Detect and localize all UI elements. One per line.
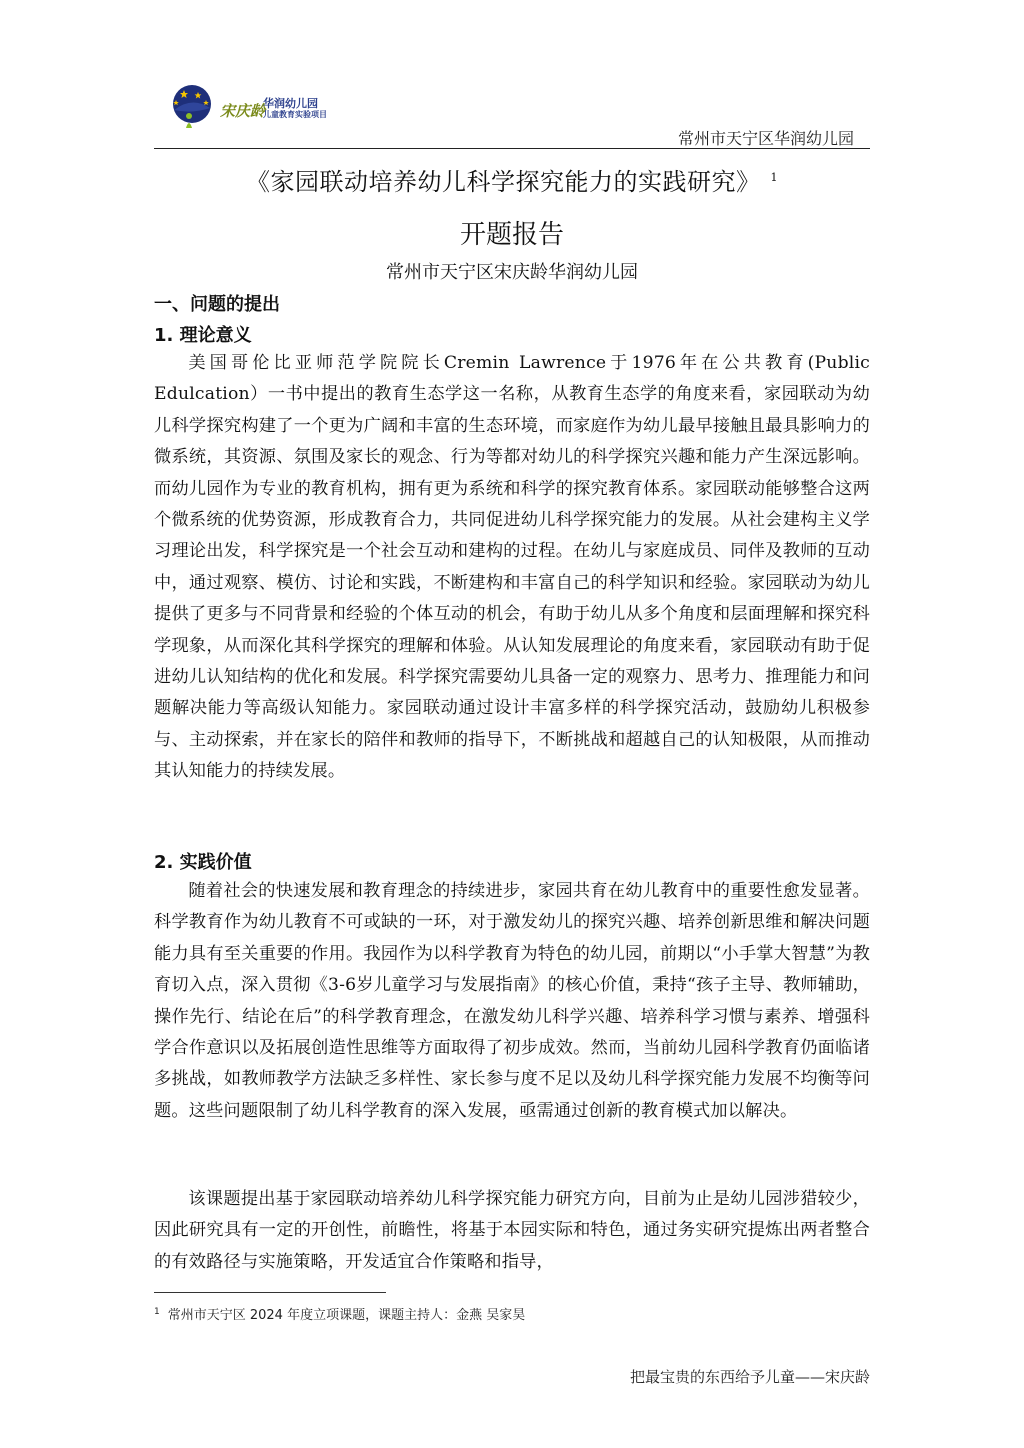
- paragraph-practice: 随着社会的快速发展和教育理念的持续进步，家园共育在幼儿教育中的重要性愈发显著。科学教育作为幼儿教育不可或缺的一环，对于激发幼儿的探究兴趣、培养创新思维和解决问题能力具有至关重要的作用。我园作为以科学教育为特色的幼儿园，前期以“小手掌大智慧”为教育切入点，深入贯彻《3-6岁儿童学习与发展指南》的核心价值，秉持“孩子主导、教师辅助，操作先行、结论在后”的科学教育理念，在激发幼儿科学兴趣、培养科学习惯与素养、增强科学合作意识以及拓展创造性思维等方面取得了初步成效。然而，当前幼儿园科学教育仍面临诸多挑战，如教师教学方法缺乏多样性、家长参与度不足以及幼儿科学探究能力发展不均衡等问题。这些问题限制了幼儿科学教育的深入发展，亟需通过创新的教育模式加以解决。: [154, 881, 870, 1121]
- document-title: [0, 162, 1024, 197]
- header-school-name: 常州市天宁区华润幼儿园: [677, 129, 854, 148]
- subsection-heading-practice: 2. 实践价值: [154, 852, 252, 873]
- footnote: [154, 1304, 525, 1323]
- section-heading: 一、问题的提出: [154, 294, 280, 315]
- title-text: 《家园联动培养幼儿科学探究能力的实践研究》: [246, 168, 761, 196]
- footer-motto: 把最宝贵的东西给予儿童——宋庆龄: [629, 1368, 870, 1386]
- header-divider: [154, 148, 870, 149]
- logo-subtitle: [263, 98, 327, 120]
- logo-sub-line1: 华润幼儿园: [263, 97, 318, 110]
- title-footnote-mark: 1: [770, 171, 778, 184]
- logo-sub-line2: 儿童教育实验项目: [263, 109, 327, 119]
- footnote-divider: [154, 1292, 386, 1293]
- footnote-text: 常州市天宁区 2024 年度立项课题，课题主持人：金燕 吴家昊: [167, 1308, 526, 1323]
- logo-text: 宋庆龄: [220, 102, 266, 120]
- paragraph-theory: 美国哥伦比亚师范学院院长Cremin Lawrence于1976年在公共教育(Public Edulcation）一书中提出的教育生态学这一名称，从教育生态学的角度来看，家园联动为幼儿科学探究构建了一个更为广阔和丰富的生态环境，而家庭作为幼儿最早接触且最具影响力的微系统，其资源、氛围及家长的观念、行为等都对幼儿的科学探究兴趣和能力产生深远影响。而幼儿园作为专业的教育机构，拥有更为系统和科学的探究教育体系。家园联动能够整合这两个微系统的优势资源，形成教育合力，共同促进幼儿科学探究能力的发展。从社会建构主义学习理论出发，科学探究是一个社会互动和建构的过程。在幼儿与家庭成员、同伴及教师的互动中，通过观察、模仿、讨论和实践，不断建构和丰富自己的科学知识和经验。家园联动为幼儿提供了更多与不同背景和经验的个体互动的机会，有助于幼儿从多个角度和层面理解和探究科学现象，从而深化其科学探究的理解和体验。从认知发展理论的角度来看，家园联动有助于促进幼儿认知结构的优化和发展。科学探究需要幼儿具备一定的观察力、思考力、推理能力和问题解决能力等高级认知能力。家园联动通过设计丰富多样的科学探究活动，鼓励幼儿积极参与、主动探索，并在家长的陪伴和教师的指导下，不断挑战和超越自己的认知极限，从而推动其认知能力的持续发展。: [154, 353, 870, 782]
- paragraph-research-direction: 该课题提出基于家园联动培养幼儿科学探究能力研究方向，目前为止是幼儿园涉猎较少，因此研究具有一定的开创性，前瞻性，将基于本园实际和特色，通过务实研究提炼出两者整合的有效路径与实施策略，开发适宜合作策略和指导，: [154, 1189, 870, 1272]
- subsection-heading-theory: 1. 理论意义: [154, 325, 252, 346]
- footnote-mark: 1: [154, 1306, 160, 1317]
- document-subtitle: 开题报告: [459, 220, 564, 250]
- author-organization: 常州市天宁区宋庆龄华润幼儿园: [386, 262, 638, 283]
